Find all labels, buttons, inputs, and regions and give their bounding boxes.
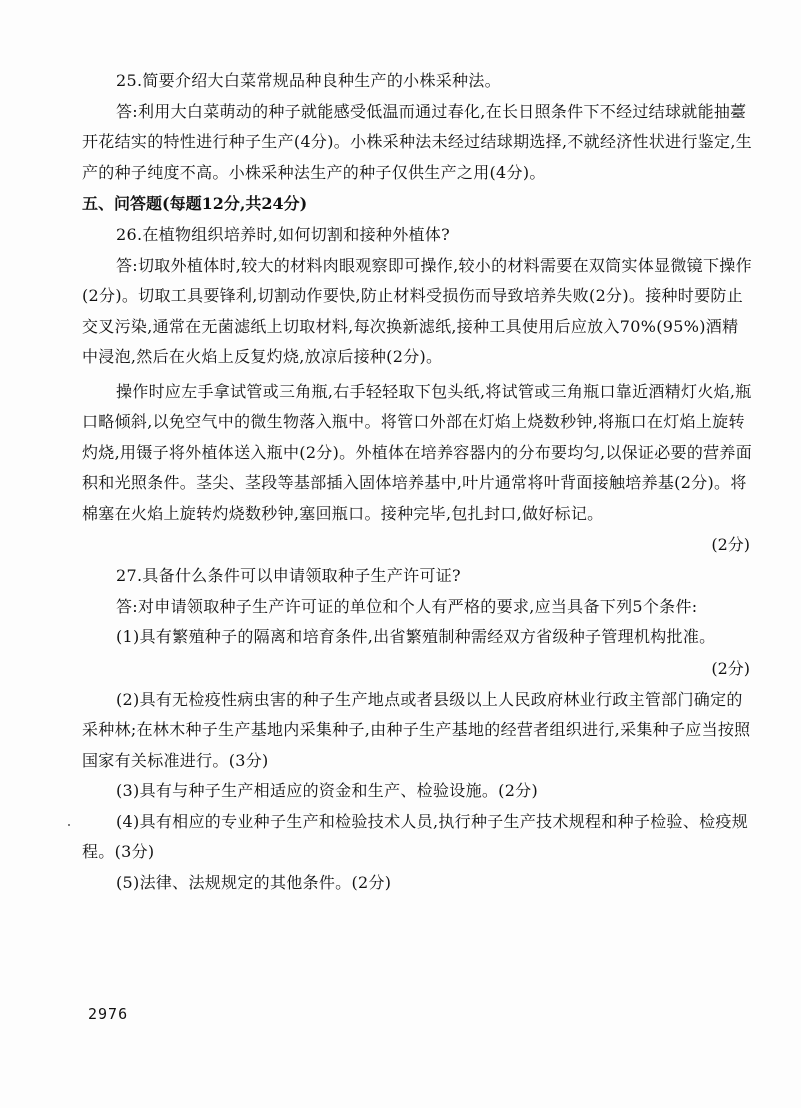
question-26: 26.在植物组织培养时,如何切割和接种外植体? <box>116 225 451 244</box>
answer-26-paragraph-1: 答:切取外植体时,较大的材料肉眼观察即可操作,较小的材料需要在双筒实体显微镜下操作(2分)。切取工具要锋利,切割动作要快,防止材料受损伤而导致培养失败(2分)。接种时要防止交叉污染,通常在无菌滤纸上切取材料,每次换新滤纸,接种工具使用后应放入70%(95%)酒精中浸泡,然后在火焰上反复灼烧,放凉后接种(2分)。 <box>82 255 752 366</box>
question-27: 27.具备什么条件可以申请领取种子生产许可证? <box>116 566 461 585</box>
answer-27-intro: 答:对申请领取种子生产许可证的单位和个人有严格的要求,应当具备下列5个条件: <box>116 596 698 616</box>
condition-item-1-score: (2分) <box>711 658 750 678</box>
answer-26-paragraph-2: 操作时应左手拿试管或三角瓶,右手轻轻取下包头纸,将试管或三角瓶口靠近酒精灯火焰,瓶口略倾斜,以免空气中的微生物落入瓶中。将管口外部在灯焰上烧数秒钟,将瓶口在灯焰上旋转灼烧,用镊子将外植体送入瓶中(2分)。外植体在培养容器内的分布要均匀,以保证必要的营养面积和光照条件。茎尖、茎段等基部插入固体培养基中,叶片通常将叶背面接触培养基(2分)。将棉塞在火焰上旋转灼烧数秒钟,塞回瓶口。接种完毕,包扎封口,做好标记。 <box>82 381 753 523</box>
answer-content <box>82 66 754 898</box>
answer-26-score: (2分) <box>711 535 750 554</box>
answer-25: 答:利用大白菜萌动的种子就能感受低温而通过春化,在长日照条件下不经过结球就能抽薹开花结实的特性进行种子生产(4分)。小株采种法未经过结球期选择,不就经济性状进行鉴定,生产的种子纯度不高。小株采种法生产的种子仅供生产之用(4分)。 <box>82 101 753 182</box>
scan-speck <box>68 824 70 826</box>
condition-item-5: (5)法律、法规规定的其他条件。(2分) <box>116 872 392 892</box>
condition-item-2: (2)具有无检疫性病虫害的种子生产地点或者县级以上人民政府林业行政主管部门确定的采种林;在林木种子生产基地内采集种子,由种子生产基地的经营者组织进行,采集种子应当按照国家有关标准进行。(3分) <box>82 689 751 770</box>
condition-item-3: (3)具有与种子生产相适应的资金和生产、检验设施。(2分) <box>116 781 539 800</box>
condition-item-4: (4)具有相应的专业种子生产和检验技术人员,执行种子生产技术规程和种子检验、检疫规程。(3分) <box>82 811 749 861</box>
condition-item-1: (1)具有繁殖种子的隔离和培育条件,出省繁殖制种需经双方省级种子管理机构批准。 <box>116 627 716 646</box>
question-25: 25.简要介绍大白菜常规品种良种生产的小株采种法。 <box>116 71 501 90</box>
page-number: 2976 <box>88 1005 129 1023</box>
section-five-title: 五、问答题(每题12分,共24分) <box>82 194 308 213</box>
